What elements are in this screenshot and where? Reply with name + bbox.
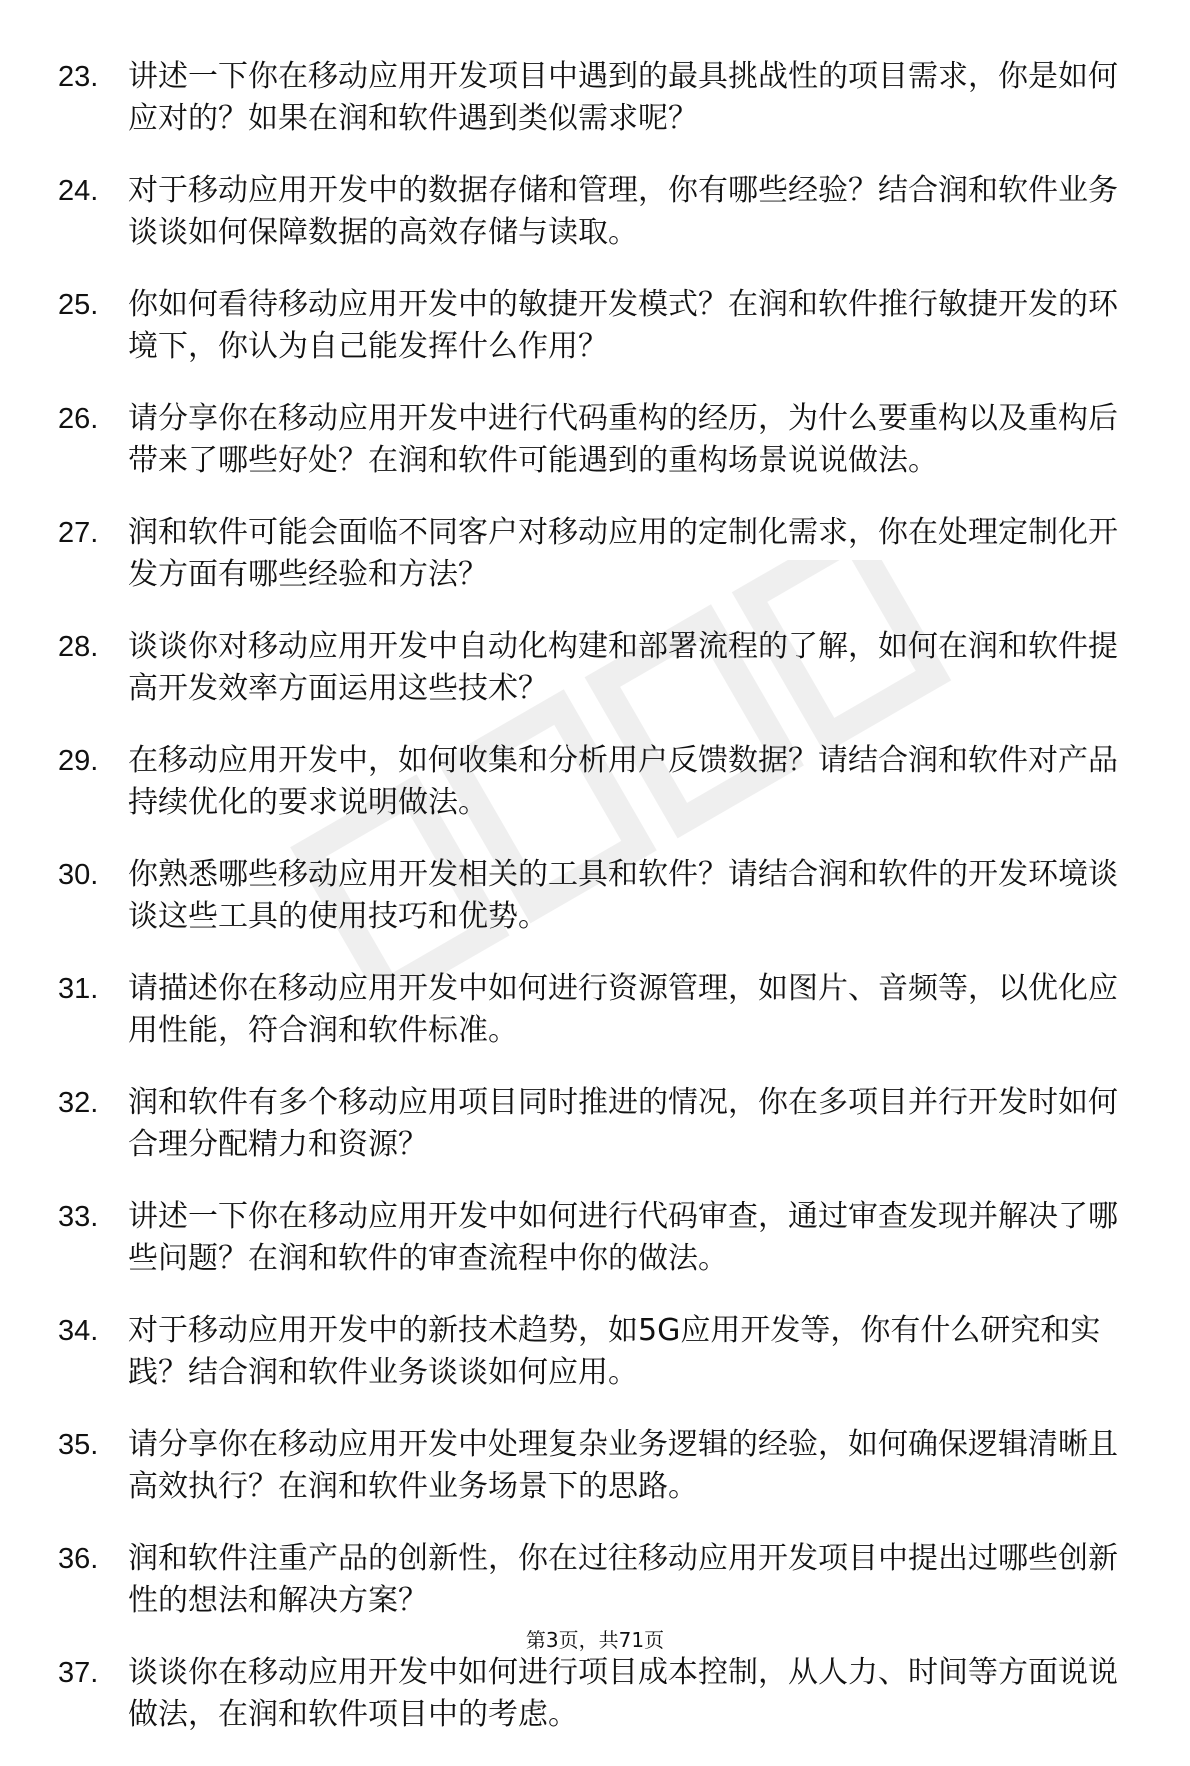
question-number: 37. (58, 1657, 99, 1689)
question-text: 谈谈你在移动应用开发中如何进行项目成本控制，从人力、时间等方面说说做法，在润和软件项目中的考虑。 (128, 1655, 1118, 1732)
question-number: 23. (58, 61, 99, 93)
question-item (58, 1196, 1128, 1280)
question-item (58, 1538, 1128, 1622)
question-text: 润和软件有多个移动应用项目同时推进的情况，你在多项目并行开发时如何合理分配精力和资源？ (128, 1085, 1118, 1162)
question-item (58, 512, 1128, 596)
question-text: 对于移动应用开发中的数据存储和管理，你有哪些经验？结合润和软件业务谈谈如何保障数据的高效存储与读取。 (128, 173, 1118, 250)
question-list (58, 56, 1128, 1766)
question-number: 36. (58, 1543, 99, 1575)
question-number: 25. (58, 289, 99, 321)
question-number: 30. (58, 859, 99, 891)
question-item (58, 854, 1128, 938)
question-item (58, 284, 1128, 368)
question-item (58, 740, 1128, 824)
question-item (58, 1310, 1128, 1394)
question-number: 29. (58, 745, 99, 777)
question-item (58, 170, 1128, 254)
question-number: 24. (58, 175, 99, 207)
question-text: 讲述一下你在移动应用开发项目中遇到的最具挑战性的项目需求，你是如何应对的？如果在润和软件遇到类似需求呢？ (128, 59, 1118, 136)
question-item (58, 1082, 1128, 1166)
question-text: 润和软件注重产品的创新性，你在过往移动应用开发项目中提出过哪些创新性的想法和解决方案？ (128, 1541, 1118, 1618)
question-text: 谈谈你对移动应用开发中自动化构建和部署流程的了解，如何在润和软件提高开发效率方面运用这些技术？ (128, 629, 1118, 706)
question-item (58, 968, 1128, 1052)
question-text: 请分享你在移动应用开发中处理复杂业务逻辑的经验，如何确保逻辑清晰且高效执行？在润和软件业务场景下的思路。 (128, 1427, 1118, 1504)
question-text: 讲述一下你在移动应用开发中如何进行代码审查，通过审查发现并解决了哪些问题？在润和软件的审查流程中你的做法。 (128, 1199, 1118, 1276)
page-number-label: 第3页，共71页 (525, 1628, 665, 1652)
question-item (58, 56, 1128, 140)
question-number: 27. (58, 517, 99, 549)
question-text: 你如何看待移动应用开发中的敏捷开发模式？在润和软件推行敏捷开发的环境下，你认为自己能发挥什么作用？ (128, 287, 1118, 364)
question-text: 请描述你在移动应用开发中如何进行资源管理，如图片、音频等，以优化应用性能，符合润和软件标准。 (128, 971, 1118, 1048)
question-number: 28. (58, 631, 99, 663)
question-text: 你熟悉哪些移动应用开发相关的工具和软件？请结合润和软件的开发环境谈谈这些工具的使用技巧和优势。 (128, 857, 1118, 934)
question-text: 请分享你在移动应用开发中进行代码重构的经历，为什么要重构以及重构后带来了哪些好处？在润和软件可能遇到的重构场景说说做法。 (128, 401, 1118, 478)
question-text: 对于移动应用开发中的新技术趋势，如5G应用开发等，你有什么研究和实践？结合润和软件业务谈谈如何应用。 (128, 1313, 1101, 1390)
question-number: 26. (58, 403, 99, 435)
question-number: 33. (58, 1201, 99, 1233)
question-number: 31. (58, 973, 99, 1005)
question-number: 32. (58, 1087, 99, 1119)
question-item (58, 1652, 1128, 1736)
question-number: 34. (58, 1315, 99, 1347)
question-item (58, 1424, 1128, 1508)
question-text: 在移动应用开发中，如何收集和分析用户反馈数据？请结合润和软件对产品持续优化的要求说明做法。 (128, 743, 1118, 820)
question-item (58, 626, 1128, 710)
page-footer (0, 1626, 1190, 1654)
question-item (58, 398, 1128, 482)
question-text: 润和软件可能会面临不同客户对移动应用的定制化需求，你在处理定制化开发方面有哪些经验和方法？ (128, 515, 1118, 592)
question-number: 35. (58, 1429, 99, 1461)
